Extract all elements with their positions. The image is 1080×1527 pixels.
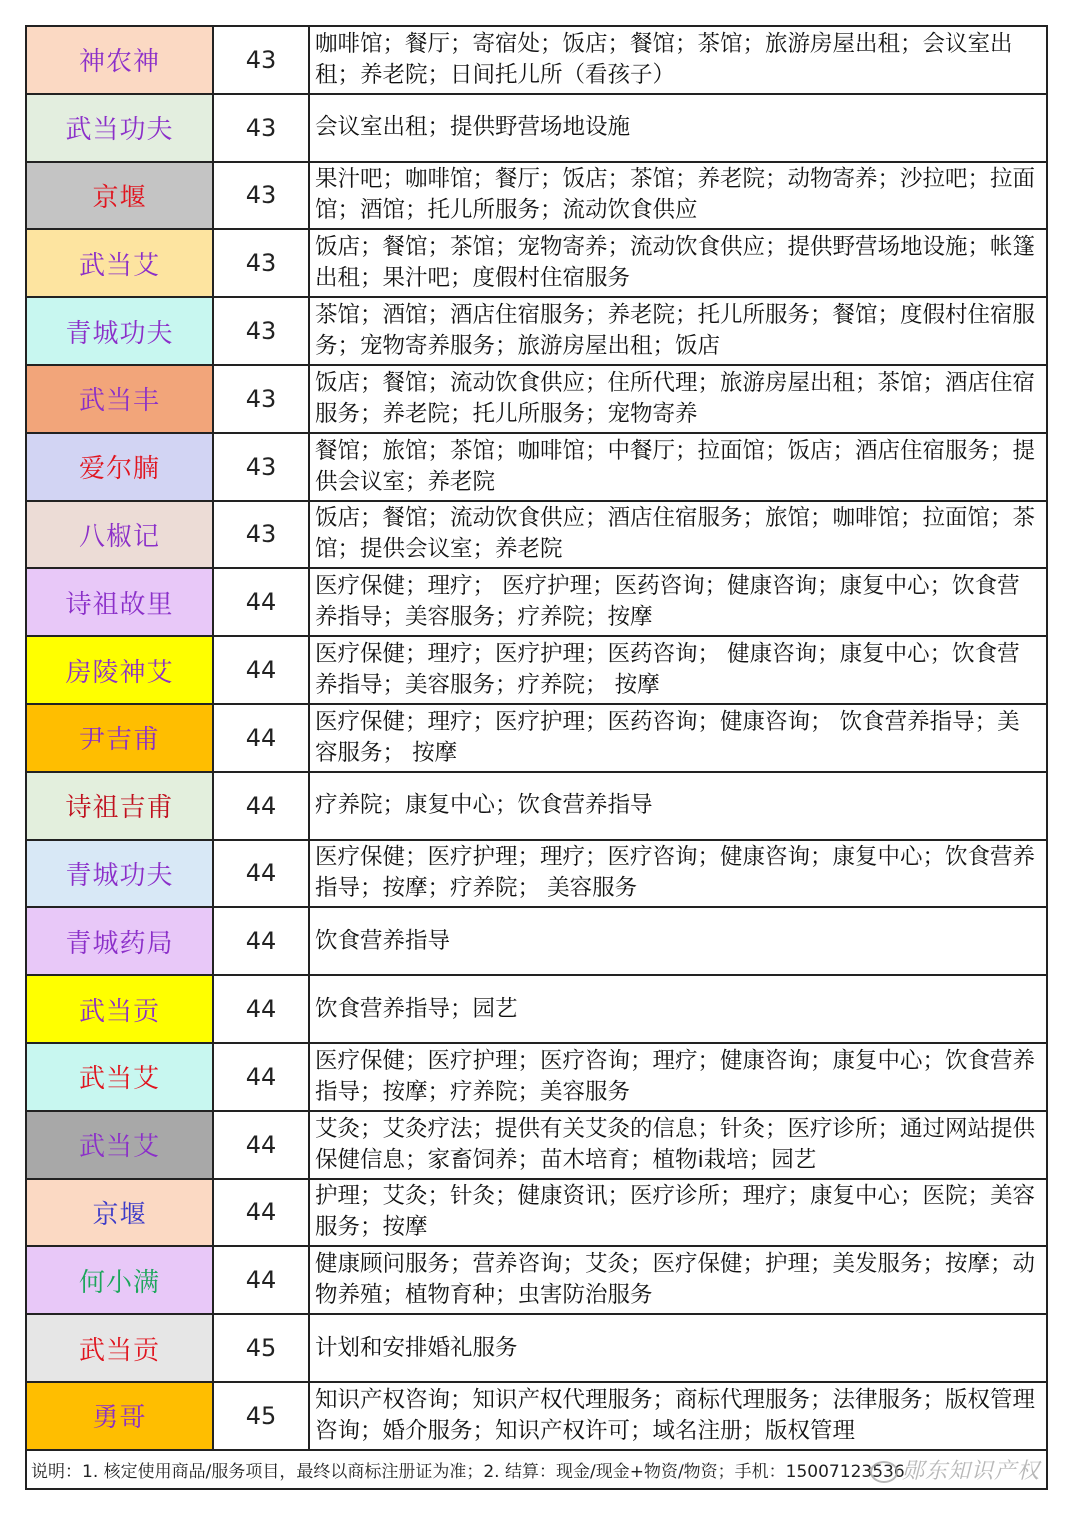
service-items: 医疗保健；医疗护理；医疗咨询；理疗；健康咨询；康复中心；饮食营养指导；按摩；疗养院；美容服务 xyxy=(315,1047,1036,1105)
service-items-cell xyxy=(310,705,1046,771)
service-items-cell xyxy=(310,1112,1046,1178)
trademark-name: 青城功夫 xyxy=(27,298,214,364)
table-row xyxy=(27,773,1046,841)
service-items: 饭店；餐馆；茶馆；宠物寄养；流动饮食供应；提供野营场地设施；帐篷出租；果汁吧；度假村住宿服务 xyxy=(315,234,1036,292)
class-number: 44 xyxy=(214,908,310,974)
service-items: 餐馆；旅馆；茶馆；咖啡馆；中餐厅；拉面馆；饭店；酒店住宿服务；提供会议室；养老院 xyxy=(315,437,1036,495)
table-row xyxy=(27,1112,1046,1180)
table-row xyxy=(27,1044,1046,1112)
table-row xyxy=(27,1180,1046,1248)
service-items-cell xyxy=(310,1180,1046,1246)
trademark-name: 青城药局 xyxy=(27,908,214,974)
service-items: 饮食营养指导；园艺 xyxy=(315,995,518,1022)
service-items: 护理；艾灸；针灸；健康资讯；医疗诊所；理疗；康复中心；医院；美容服务；按摩 xyxy=(315,1183,1036,1241)
trademark-name: 武当艾 xyxy=(27,230,214,296)
table-row xyxy=(27,502,1046,570)
service-items-cell xyxy=(310,637,1046,703)
trademark-name: 房陵神艾 xyxy=(27,637,214,703)
trademark-table xyxy=(25,25,1048,1490)
service-items-cell xyxy=(310,1044,1046,1110)
class-number: 44 xyxy=(214,773,310,839)
class-number: 43 xyxy=(214,163,310,229)
service-items: 医疗保健；理疗；医疗护理；医药咨询；健康咨询； 饮食营养指导；美容服务； 按摩 xyxy=(315,708,1020,766)
trademark-name: 京堰 xyxy=(27,163,214,229)
trademark-name: 武当艾 xyxy=(27,1112,214,1178)
class-number: 43 xyxy=(214,298,310,364)
trademark-name: 武当丰 xyxy=(27,366,214,432)
class-number: 43 xyxy=(214,230,310,296)
class-number: 45 xyxy=(214,1315,310,1381)
trademark-name: 武当艾 xyxy=(27,1044,214,1110)
trademark-name: 诗祖吉甫 xyxy=(27,773,214,839)
service-items-cell xyxy=(310,163,1046,229)
service-items: 咖啡馆；餐厅；寄宿处；饭店；餐馆；茶馆；旅游房屋出租；会议室出租；养老院；日间托儿所（看孩子） xyxy=(315,30,1013,88)
table-row xyxy=(27,705,1046,773)
trademark-name: 勇哥 xyxy=(27,1383,214,1449)
table-row xyxy=(27,569,1046,637)
trademark-name: 尹吉甫 xyxy=(27,705,214,771)
service-items: 艾灸；艾灸疗法；提供有关艾灸的信息；针灸；医疗诊所；通过网站提供保健信息；家畜饲养；苗木培育；植物i栽培；园艺 xyxy=(315,1115,1036,1173)
service-items-cell xyxy=(310,434,1046,500)
table-row xyxy=(27,908,1046,976)
table-row xyxy=(27,841,1046,909)
table-row xyxy=(27,95,1046,163)
class-number: 44 xyxy=(214,569,310,635)
service-items: 健康顾问服务；营养咨询；艾灸；医疗保健；护理；美发服务；按摩；动物养殖；植物育种；虫害防治服务 xyxy=(315,1251,1036,1309)
class-number: 43 xyxy=(214,95,310,161)
table-row xyxy=(27,637,1046,705)
trademark-name: 武当功夫 xyxy=(27,95,214,161)
class-number: 44 xyxy=(214,1180,310,1246)
trademark-name: 诗祖故里 xyxy=(27,569,214,635)
service-items-cell xyxy=(310,976,1046,1042)
service-items: 医疗保健；理疗；医疗护理；医药咨询； 健康咨询；康复中心；饮食营养指导；美容服务；疗养院； 按摩 xyxy=(315,641,1020,699)
watermark xyxy=(870,1454,1040,1485)
class-number: 44 xyxy=(214,705,310,771)
service-items: 医疗保健；理疗； 医疗护理；医药咨询；健康咨询；康复中心；饮食营养指导；美容服务；疗养院；按摩 xyxy=(315,573,1020,631)
service-items-cell xyxy=(310,366,1046,432)
service-items-cell xyxy=(310,773,1046,839)
service-items-cell xyxy=(310,1247,1046,1313)
trademark-name: 何小满 xyxy=(27,1247,214,1313)
service-items: 医疗保健；医疗护理；理疗；医疗咨询；健康咨询；康复中心；饮食营养指导；按摩；疗养院； 美容服务 xyxy=(315,844,1036,902)
service-items-cell xyxy=(310,1315,1046,1381)
class-number: 43 xyxy=(214,502,310,568)
service-items-cell xyxy=(310,95,1046,161)
class-number: 44 xyxy=(214,1247,310,1313)
class-number: 43 xyxy=(214,366,310,432)
table-row xyxy=(27,163,1046,231)
table-row xyxy=(27,27,1046,95)
trademark-name: 京堰 xyxy=(27,1180,214,1246)
table-row xyxy=(27,1383,1046,1451)
service-items: 知识产权咨询；知识产权代理服务；商标代理服务；法律服务；版权管理咨询；婚介服务；知识产权许可；域名注册；版权管理 xyxy=(315,1386,1036,1444)
trademark-name: 武当贡 xyxy=(27,976,214,1042)
service-items: 饭店；餐馆；流动饮食供应；住所代理；旅游房屋出租；茶馆；酒店住宿服务；养老院；托儿所服务；宠物寄养 xyxy=(315,369,1036,427)
class-number: 44 xyxy=(214,637,310,703)
table-row xyxy=(27,366,1046,434)
service-items-cell xyxy=(310,27,1046,93)
class-number: 43 xyxy=(214,27,310,93)
class-number: 44 xyxy=(214,976,310,1042)
service-items-cell xyxy=(310,569,1046,635)
table-row xyxy=(27,230,1046,298)
table-row xyxy=(27,434,1046,502)
trademark-name: 武当贡 xyxy=(27,1315,214,1381)
table-body xyxy=(27,27,1046,1451)
service-items-cell xyxy=(310,502,1046,568)
footer-note: 说明：1. 核定使用商品/服务项目，最终以商标注册证为准；2. 结算：现金/现金+物资/物资；手机：15007123536 xyxy=(31,1461,905,1482)
class-number: 43 xyxy=(214,434,310,500)
class-number: 44 xyxy=(214,841,310,907)
watermark-text: 郧东知识产权 xyxy=(901,1458,1040,1484)
service-items: 计划和安排婚礼服务 xyxy=(315,1334,518,1361)
service-items-cell xyxy=(310,298,1046,364)
service-items: 果汁吧；咖啡馆；餐厅；饭店；茶馆；养老院；动物寄养；沙拉吧；拉面馆；酒馆；托儿所服务；流动饮食供应 xyxy=(315,166,1036,224)
class-number: 44 xyxy=(214,1044,310,1110)
trademark-name: 爱尔腩 xyxy=(27,434,214,500)
service-items-cell xyxy=(310,1383,1046,1449)
service-items-cell xyxy=(310,908,1046,974)
class-number: 44 xyxy=(214,1112,310,1178)
wechat-logo-icon xyxy=(870,1461,898,1483)
table-row xyxy=(27,1315,1046,1383)
footer-note-row xyxy=(27,1451,1046,1488)
service-items: 疗养院；康复中心；饮食营养指导 xyxy=(315,792,653,819)
service-items: 会议室出租；提供野营场地设施 xyxy=(315,114,631,141)
service-items: 茶馆；酒馆；酒店住宿服务；养老院；托儿所服务；餐馆；度假村住宿服务；宠物寄养服务；旅游房屋出租；饭店 xyxy=(315,302,1036,360)
table-row xyxy=(27,298,1046,366)
service-items: 饭店；餐馆；流动饮食供应；酒店住宿服务；旅馆；咖啡馆；拉面馆；茶馆；提供会议室；养老院 xyxy=(315,505,1036,563)
trademark-name: 青城功夫 xyxy=(27,841,214,907)
trademark-name: 神农神 xyxy=(27,27,214,93)
trademark-name: 八椒记 xyxy=(27,502,214,568)
service-items: 饮食营养指导 xyxy=(315,927,451,954)
table-row xyxy=(27,976,1046,1044)
table-row xyxy=(27,1247,1046,1315)
service-items-cell xyxy=(310,841,1046,907)
class-number: 45 xyxy=(214,1383,310,1449)
service-items-cell xyxy=(310,230,1046,296)
